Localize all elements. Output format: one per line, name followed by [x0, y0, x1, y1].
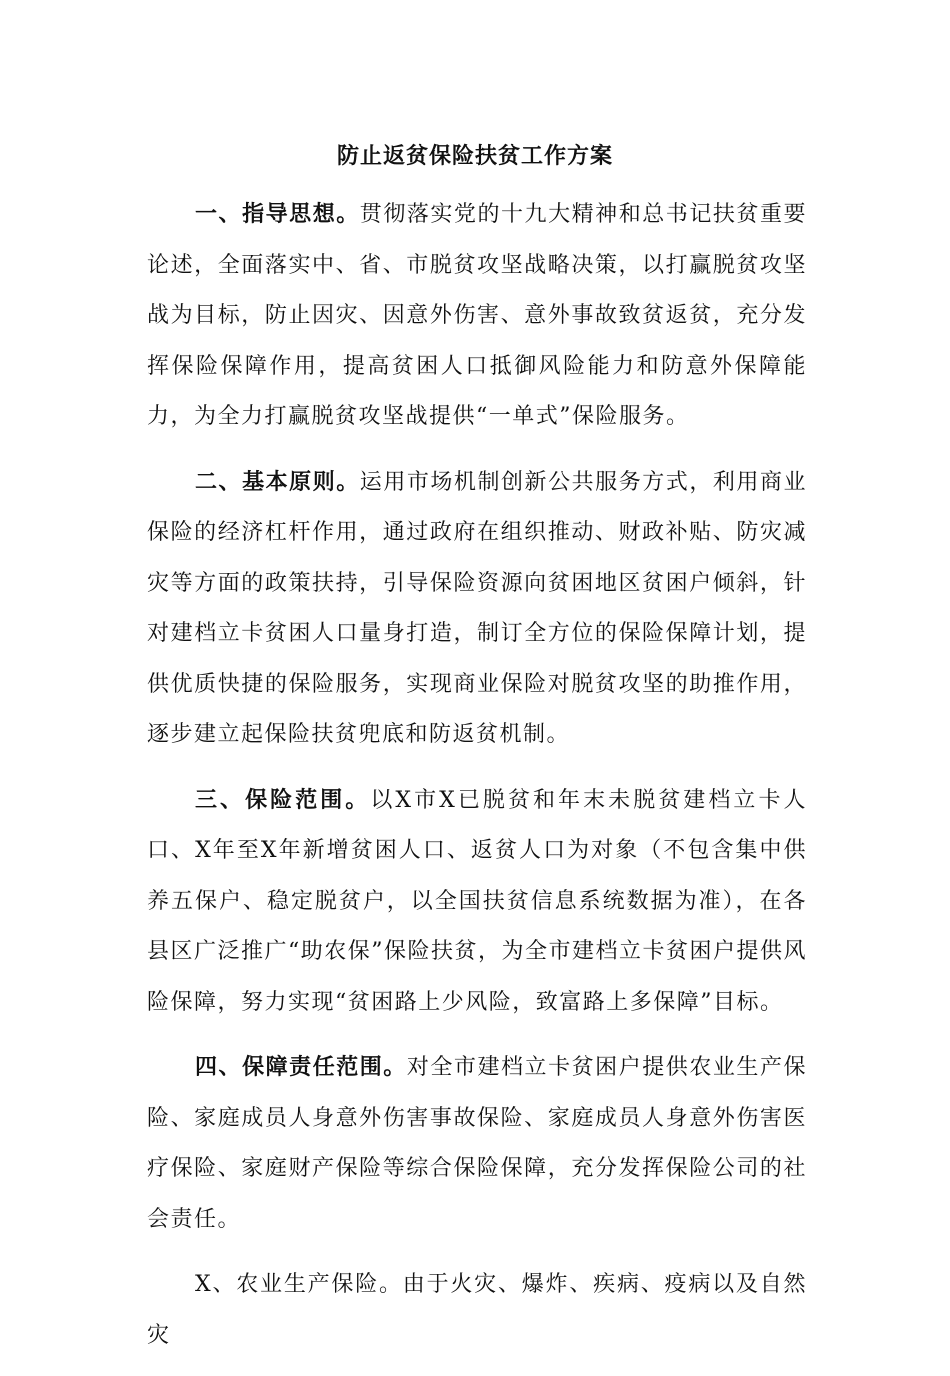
section-text: 对全市建档立卡贫困户提供农业生产保险、家庭成员人身意外伤害事故保险、家庭成员人身意外伤害医疗保险、家庭财产保险等综合保险保障，充分发挥保险公司的社会责任。 — [147, 1055, 807, 1232]
section-agricultural-insurance — [147, 1260, 807, 1361]
section-heading: 四、保障责任范围。 — [195, 1055, 407, 1080]
section-heading: 三、保险范围。 — [195, 787, 371, 813]
document-title: 防止返贫保险扶贫工作方案 — [336, 144, 613, 169]
section-text: 以X市X已脱贫和年末未脱贫建档立卡人口、X年至X年新增贫困人口、返贫人口为对象（不包含集中供养五保户、稳定脱贫户，以全国扶贫信息系统数据为准），在各县区广泛推广“助农保”保险扶贫，为全市建档立卡贫困户提供风险保障，努力实现“贫困路上少风险，致富路上多保障”目标。 — [147, 787, 807, 1015]
section-heading: 一、指导思想。 — [195, 202, 360, 227]
section-heading: 二、基本原则。 — [195, 469, 360, 495]
section-text: 运用市场机制创新公共服务方式，利用商业保险的经济杠杆作用，通过政府在组织推动、财政补贴、防灾减灾等方面的政策扶持，引导保险资源向贫困地区贫困户倾斜，针对建档立卡贫困人口量身打造，制订全方位的保险保障计划，提供优质快捷的保险服务，实现商业保险对脱贫攻坚的助推作用，逐步建立起保险扶贫兜底和防返贫机制。 — [147, 469, 807, 747]
section-insurance-scope — [147, 776, 807, 1029]
section-guiding-ideology — [147, 190, 807, 443]
section-basic-principles — [147, 458, 807, 761]
section-text: 贯彻落实党的十九大精神和总书记扶贫重要论述，全面落实中、省、市脱贫攻坚战略决策，以打赢脱贫攻坚战为目标，防止因灾、因意外伤害、意外事故致贫返贫，充分发挥保险保障作用，提高贫困人口抵御风险能力和防意外保障能力，为全力打赢脱贫攻坚战提供“一单式”保险服务。 — [147, 202, 807, 429]
section-text: X、农业生产保险。由于火灾、爆炸、疾病、疫病以及自然灾 — [147, 1272, 807, 1348]
section-coverage-scope — [147, 1043, 807, 1245]
document-body — [147, 190, 807, 1376]
